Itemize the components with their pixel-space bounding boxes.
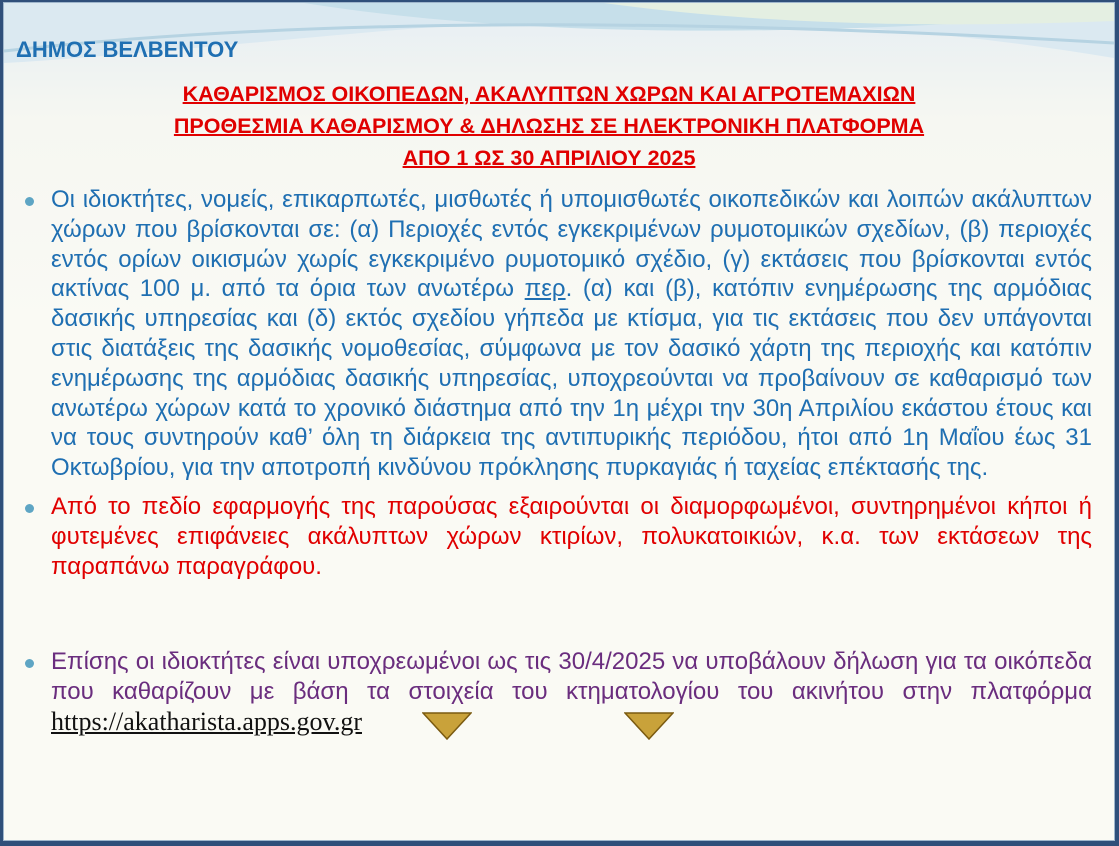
heading-line-3: ΑΠΟ 1 ΩΣ 30 ΑΠΡΙΛΙΟΥ 2025 [402,146,696,170]
bullet-obligation [24,185,1092,483]
bullet-obligation-text-1: Οι ιδιοκτήτες, νομείς, επικαρπωτές, μισθωτές ή υπομισθωτές οικοπεδικών και λοιπών ακάλυπτων χώρων που βρίσκονται σε: (α) Περιοχές εντός εγκεκριμένων ρυμοτομικών σχεδίων, (β) περιοχές εντός ορίων οικισμών χωρίς εγκεκριμένο ρυμοτομικό σχέδιο, (γ) εκτάσεις που βρίσκονται εντός ακτίνας 100 μ. από τα όρια των ανωτέρω [51,186,1092,303]
down-arrow-icon [624,712,674,740]
bullet-exemption [24,492,1092,581]
heading-line-1: ΚΑΘΑΡΙΣΜΟΣ ΟΙΚΟΠΕΔΩΝ, ΑΚΑΛΥΠΤΩΝ ΧΩΡΩΝ ΚΑΙ ΑΓΡΟΤΕΜΑΧΙΩΝ [182,82,916,106]
bullet-dot-icon [25,197,34,206]
bullet-dot-icon [25,504,34,513]
bullet-list [24,185,1092,738]
platform-link[interactable]: https://akatharista.apps.gov.gr [51,706,362,736]
bullet-obligation-abbrev: περ [524,275,566,303]
bullet-dot-icon [25,659,34,668]
bullet-obligation-text-2: . (α) και (β), κατόπιν ενημέρωσης της αρμόδιας δασικής υπηρεσίας και (δ) εκτός σχεδίου γήπεδα με κτίσμα, για τις εκτάσεις που δεν υπάγονται στις διατάξεις της δασικής νομοθεσίας, σύμφωνα με τον δασικό χάρτη της περιοχής και κατόπιν ενημέρωσης της αρμόδιας δασικής υπηρεσίας, υποχρεούνται να προβαίνουν σε καθαρισμό των ανωτέρω χώρων κατά το χρονικό διάστημα από την 1η μέχρι την 30η Απριλίου εκάστου έτους και να τους συντηρούν καθ’ όλη τη διάρκεια της αντιπυρικής περιόδου, ήτοι από 1η Μαΐου έως 31 Οκτωβρίου, για την αποτροπή κινδύνου πρόκλησης πυρκαγιάς ή ταχείας επέκτασής της. [51,275,1092,482]
notice-heading [4,78,1094,174]
down-arrow-icon [422,712,472,740]
heading-line-2: ΠΡΟΘΕΣΜΙΑ ΚΑΘΑΡΙΣΜΟΥ & ΔΗΛΩΣΗΣ ΣΕ ΗΛΕΚΤΡΟΝΙΚΗ ΠΛΑΤΦΟΡΜΑ [173,114,925,138]
slide [3,2,1115,841]
municipality-title: ΔΗΜΟΣ ΒΕΛΒΕΝΤΟΥ [16,37,239,62]
bullet-declaration-text: Επίσης οι ιδιοκτήτες είναι υποχρεωμένοι ως τις 30/4/2025 να υποβάλουν δήλωση για τα οικόπεδα που καθαρίζουν με βάση τα στοιχεία του κτηματολογίου του ακινήτου στην πλατφόρμα [51,648,1092,706]
bullet-exemption-text: Από το πεδίο εφαρμογής της παρούσας εξαιρούνται οι διαμορφωμένοι, συντηρημένοι κήποι ή φυτεμένες επιφάνειες ακάλυπτων χώρων κτιρίων, πολυκατοικιών, κ.α. των εκτάσεων της παραπάνω παραγράφου. [51,492,1092,580]
bullet-declaration [24,647,1092,737]
